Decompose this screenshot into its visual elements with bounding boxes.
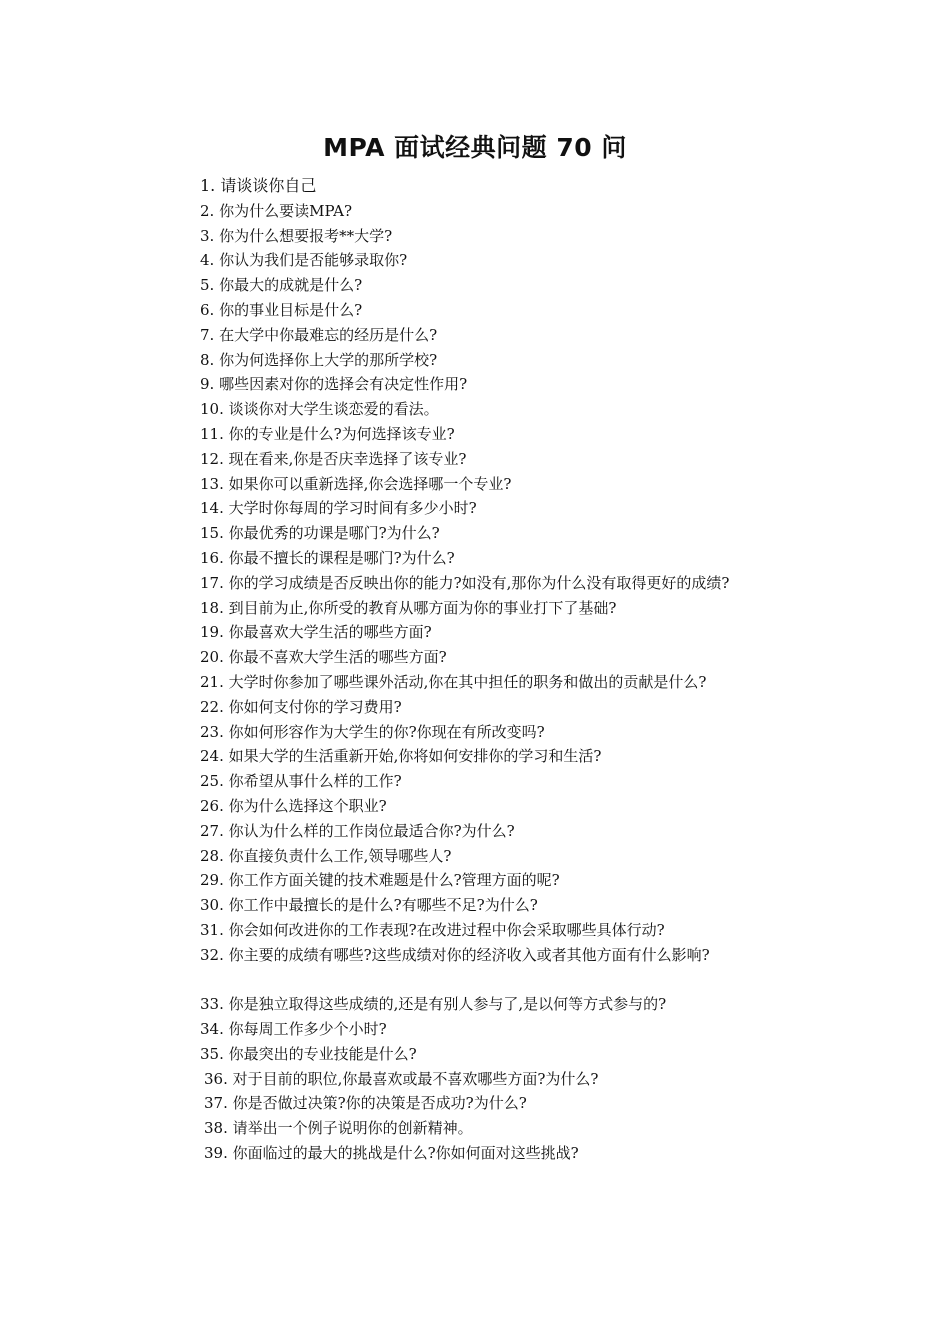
question-item: 16. 你最不擅长的课程是哪门?为什么? [200, 548, 455, 567]
question-item: 10. 谈谈你对大学生谈恋爱的看法。 [200, 400, 439, 419]
question-item: 25. 你希望从事什么样的工作? [200, 772, 402, 791]
question-item: 6. 你的事业目标是什么? [200, 300, 363, 319]
question-item: 20. 你最不喜欢大学生活的哪些方面? [200, 648, 447, 667]
question-item: 36. 对于目前的职位,你最喜欢或最不喜欢哪些方面?为什么? [204, 1069, 599, 1088]
question-item: 1. 请谈谈你自己 [200, 176, 317, 195]
question-item: 7. 在大学中你最难忘的经历是什么? [200, 325, 438, 344]
question-item: 23. 你如何形容作为大学生的你?你现在有所改变吗? [200, 722, 545, 741]
question-item: 12. 现在看来,你是否庆幸选择了该专业? [200, 449, 467, 468]
question-item: 32. 你主要的成绩有哪些?这些成绩对你的经济收入或者其他方面有什么影响? [200, 945, 710, 964]
question-item: 34. 你每周工作多少个小时? [200, 1020, 387, 1039]
question-item: 38. 请举出一个例子说明你的创新精神。 [204, 1119, 473, 1138]
question-item: 2. 你为什么要读MPA? [200, 201, 353, 220]
question-item: 24. 如果大学的生活重新开始,你将如何安排你的学习和生活? [200, 747, 602, 766]
question-item: 31. 你会如何改进你的工作表现?在改进过程中你会采取哪些具体行动? [200, 920, 665, 939]
document-title: MPA 面试经典问题 70 问 [323, 133, 627, 162]
question-item: 3. 你为什么想要报考**大学? [200, 226, 393, 245]
question-item: 37. 你是否做过决策?你的决策是否成功?为什么? [204, 1094, 527, 1113]
question-item: 15. 你最优秀的功课是哪门?为什么? [200, 524, 440, 543]
question-list [144, 174, 824, 1166]
question-item: 28. 你直接负责什么工作,领导哪些人? [200, 846, 452, 865]
question-item: 39. 你面临过的最大的挑战是什么?你如何面对这些挑战? [204, 1144, 579, 1163]
question-item: 5. 你最大的成就是什么? [200, 276, 363, 295]
question-item: 26. 你为什么选择这个职业? [200, 796, 387, 815]
question-item: 18. 到目前为止,你所受的教育从哪方面为你的事业打下了基础? [200, 598, 617, 617]
question-item: 21. 大学时你参加了哪些课外活动,你在其中担任的职务和做出的贡献是什么? [200, 672, 707, 691]
question-item: 35. 你最突出的专业技能是什么? [200, 1044, 417, 1063]
question-item: 9. 哪些因素对你的选择会有决定性作用? [200, 375, 468, 394]
question-item: 14. 大学时你每周的学习时间有多少小时? [200, 499, 477, 518]
question-item: 33. 你是独立取得这些成绩的,还是有别人参与了,是以何等方式参与的? [200, 995, 667, 1014]
question-item: 13. 如果你可以重新选择,你会选择哪一个专业? [200, 474, 512, 493]
question-item: 11. 你的专业是什么?为何选择该专业? [200, 424, 455, 443]
question-item: 22. 你如何支付你的学习费用? [200, 697, 402, 716]
question-item: 29. 你工作方面关键的技术难题是什么?管理方面的呢? [200, 871, 560, 890]
question-item: 27. 你认为什么样的工作岗位最适合你?为什么? [200, 821, 515, 840]
question-item: 19. 你最喜欢大学生活的哪些方面? [200, 623, 432, 642]
question-item: 4. 你认为我们是否能够录取你? [200, 251, 408, 270]
question-item: 8. 你为何选择你上大学的那所学校? [200, 350, 438, 369]
question-item: 17. 你的学习成绩是否反映出你的能力?如没有,那你为什么没有取得更好的成绩? [200, 573, 730, 592]
question-item: 30. 你工作中最擅长的是什么?有哪些不足?为什么? [200, 896, 538, 915]
